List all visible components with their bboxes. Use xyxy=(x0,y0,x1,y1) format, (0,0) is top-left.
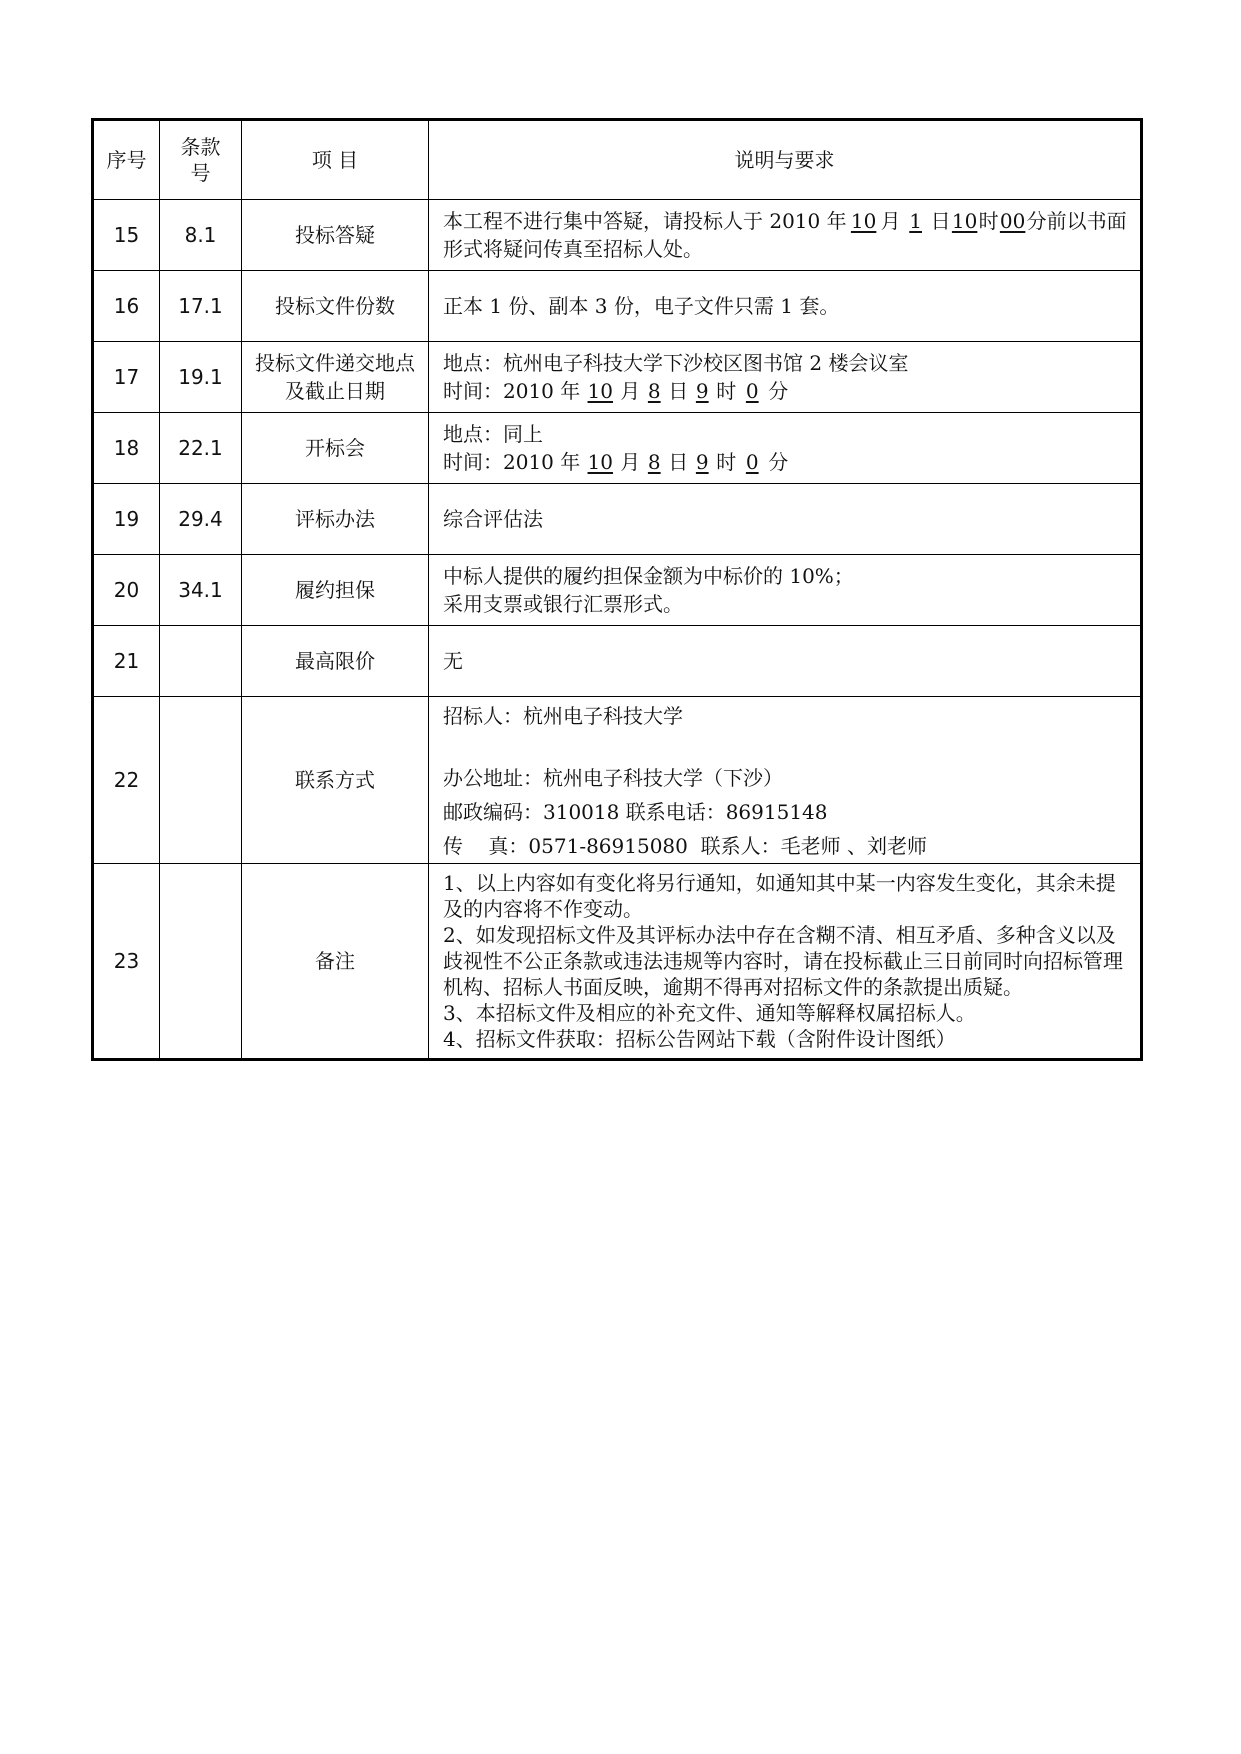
table-row xyxy=(93,413,1142,484)
table-row xyxy=(93,484,1142,555)
table-header-row xyxy=(93,120,1142,200)
row-desc: 正本 1 份、副本 3 份，电子文件只需 1 套。 xyxy=(429,271,1142,342)
row-desc xyxy=(429,864,1142,1060)
table-row xyxy=(93,864,1142,1060)
row-clause xyxy=(160,626,242,697)
row-clause: 19.1 xyxy=(160,342,242,413)
row-num: 16 xyxy=(93,271,160,342)
contact-tenderer: 招标人：杭州电子科技大学 xyxy=(443,704,683,728)
header-num: 序号 xyxy=(93,120,160,200)
contact-postcode-phone: 邮政编码：310018 联系电话：86915148 xyxy=(443,800,828,824)
performance-bond-line1: 中标人提供的履约担保金额为中标价的 10%； xyxy=(443,564,854,588)
note-3: 3、本招标文件及相应的补充文件、通知等解释权属招标人。 xyxy=(443,1001,976,1025)
row-clause: 22.1 xyxy=(160,413,242,484)
table-row xyxy=(93,555,1142,626)
row-desc xyxy=(429,697,1142,864)
opening-time: 时间：2010 年 10 月 8 日 9 时 0 分 xyxy=(443,450,789,474)
row-desc xyxy=(429,200,1142,271)
row-item: 备注 xyxy=(242,864,429,1060)
note-2: 2、如发现招标文件及其评标办法中存在含糊不清、相互矛盾、多种含义以及歧视性不公正条款或违法违规等内容时，请在投标截止三日前同时向招标管理机构、招标人书面反映，逾期不得再对招标文件的条款提出质疑。 xyxy=(443,923,1123,999)
row-item: 开标会 xyxy=(242,413,429,484)
row-num: 22 xyxy=(93,697,160,864)
row-clause xyxy=(160,697,242,864)
header-desc: 说明与要求 xyxy=(429,120,1142,200)
header-item: 项 目 xyxy=(242,120,429,200)
note-1: 1、以上内容如有变化将另行通知，如通知其中某一内容发生变化，其余未提及的内容将不作变动。 xyxy=(443,871,1116,921)
row-num: 21 xyxy=(93,626,160,697)
row-desc xyxy=(429,342,1142,413)
row-desc xyxy=(429,413,1142,484)
contact-address: 办公地址：杭州电子科技大学（下沙） xyxy=(443,766,783,790)
table-row xyxy=(93,626,1142,697)
header-clause: 条款号 xyxy=(160,120,242,200)
row-item: 最高限价 xyxy=(242,626,429,697)
row-num: 17 xyxy=(93,342,160,413)
performance-bond-line2: 采用支票或银行汇票形式。 xyxy=(443,592,683,616)
row-num: 15 xyxy=(93,200,160,271)
row-desc xyxy=(429,555,1142,626)
row-clause: 17.1 xyxy=(160,271,242,342)
row-num: 20 xyxy=(93,555,160,626)
row-item: 投标答疑 xyxy=(242,200,429,271)
table-row xyxy=(93,697,1142,864)
table-row xyxy=(93,342,1142,413)
row-clause: 34.1 xyxy=(160,555,242,626)
submission-time: 时间：2010 年 10 月 8 日 9 时 0 分 xyxy=(443,379,789,403)
table-row xyxy=(93,271,1142,342)
row-num: 23 xyxy=(93,864,160,1060)
opening-place: 地点：同上 xyxy=(443,422,543,446)
contact-fax-person: 传 真：0571-86915080 联系人：毛老师 、刘老师 xyxy=(443,834,927,858)
row-clause xyxy=(160,864,242,1060)
bid-info-table xyxy=(91,118,1143,1061)
row-num: 18 xyxy=(93,413,160,484)
row-clause: 8.1 xyxy=(160,200,242,271)
row-desc: 无 xyxy=(429,626,1142,697)
table-row xyxy=(93,200,1142,271)
row-item: 评标办法 xyxy=(242,484,429,555)
row-clause: 29.4 xyxy=(160,484,242,555)
row-item: 履约担保 xyxy=(242,555,429,626)
qa-deadline-text: 本工程不进行集中答疑，请投标人于 2010 年 10 月 1 日10时00分前以书面形式将疑问传真至招标人处。 xyxy=(443,209,1127,261)
row-item: 投标文件份数 xyxy=(242,271,429,342)
submission-place: 地点：杭州电子科技大学下沙校区图书馆 2 楼会议室 xyxy=(443,351,909,375)
row-item: 投标文件递交地点及截止日期 xyxy=(242,342,429,413)
row-item: 联系方式 xyxy=(242,697,429,864)
row-num: 19 xyxy=(93,484,160,555)
note-4: 4、招标文件获取：招标公告网站下载（含附件设计图纸） xyxy=(443,1027,956,1051)
row-desc: 综合评估法 xyxy=(429,484,1142,555)
